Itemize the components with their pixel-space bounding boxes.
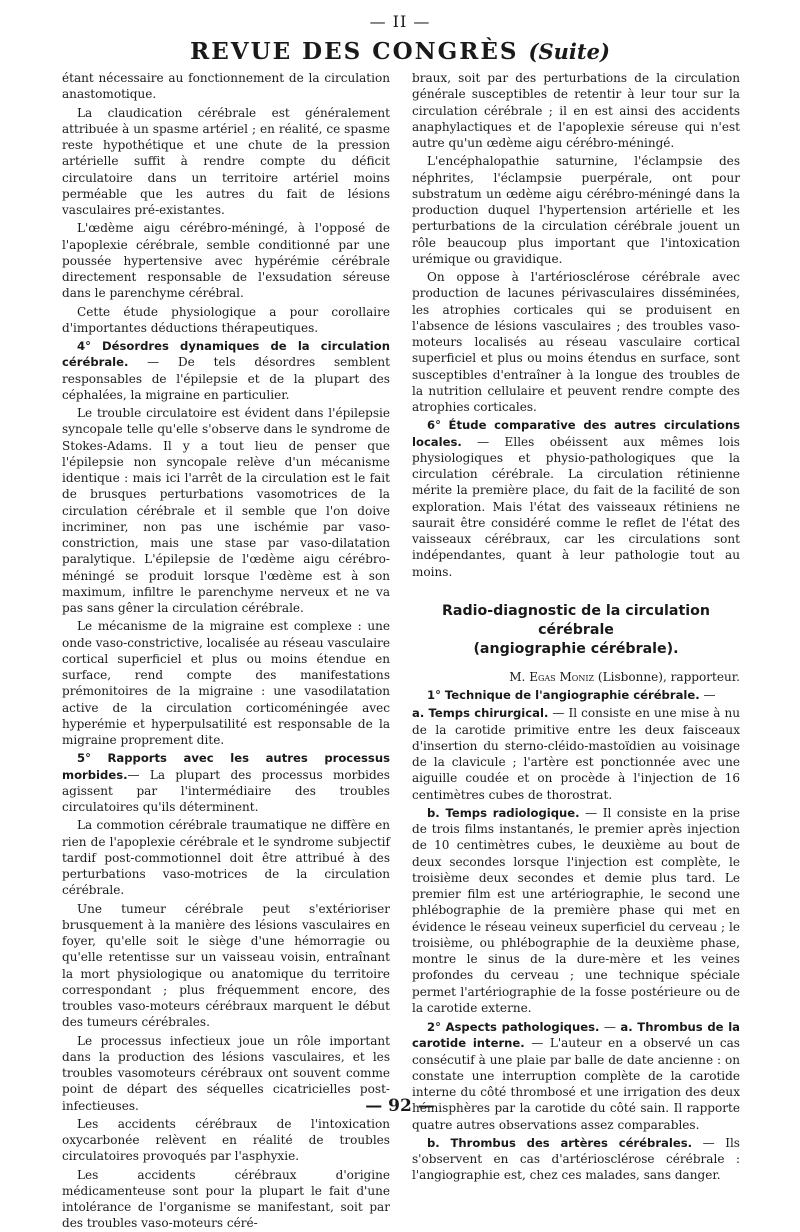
aspects-b: [412, 1135, 740, 1184]
paragraph: L'encéphalopathie saturnine, l'éclampsie des néphrites, l'éclampsie puerpérale, ont pour substratum un œdème aigu cérébro-méningé dans la production duquel l'hypertension artérielle et les perturbations de la circulation cérébrale jouent un rôle beaucoup plus important que l'intoxication urémique ou gravidique.: [412, 154, 740, 266]
subsection-b: [412, 805, 740, 1016]
paragraph: La commotion cérébrale traumatique ne diffère en rien de l'apoplexie cérébrale et le syndrome subjectif tardif post-commotionnel doit être attribué à des perturbations vaso-motrices de la circulation cérébrale.: [62, 818, 390, 898]
paragraph: braux, soit par des perturbations de la circulation générale susceptibles de retentir à leur tour sur la circulation cérébrale ; il en est ainsi des accidents anaphylactiques et de l'apoplexie séreuse qui n'est autre qu'un œdème aigu cérébro-méningé.: [412, 71, 740, 150]
paragraph: Le processus infectieux joue un rôle important dans la production des lésions vasculaires, et les troubles vasomoteurs cérébraux ont souvent comme point de départ des séquelles cicatricielles post-infectieuses.: [62, 1033, 390, 1113]
page-number-top: — II —: [369, 12, 431, 31]
subsection-b-heading: b. Temps radiologique.: [427, 805, 580, 820]
paragraph: La claudication cérébrale est généralement attribuée à un spasme artériel ; en réalité, ce spasme reste hypothétique et une chute de la pression artérielle suffit à rendre compte du déficit circulatoire dans un territoire artériel moins perméable que les autres du fait de lésions vasculaires pré-existantes.: [62, 105, 390, 217]
section-title: [412, 602, 740, 659]
aspects-b-text: — Ils s'observent en cas d'artériosclérose cérébrale : l'angiographie est, chez ces malades, sans danger.: [412, 1135, 740, 1183]
section-title-line-2: (angiographie cérébrale).: [473, 640, 679, 657]
rapporteur-prefix: M.: [509, 669, 530, 684]
section-4-text: — De tels désordres semblent responsables de l'épilepsie et de la plupart des céphalées, la migraine en particulier.: [62, 355, 390, 402]
paragraph: Le mécanisme de la migraine est complexe : une onde vaso-constrictive, localisée au réseau vasculaire cortical superficiel et plus ou moins étendue en surface, rend compte des manifestations prémonitoires de la migraine : une vasodilatation active de la circulation corticoméningée avec hyperémie et hyperpulsatilité est responsable de la migraine proprement dite.: [62, 619, 390, 747]
aspects-heading: 2° Aspects pathologiques.: [427, 1020, 600, 1034]
paragraph: Les accidents cérébraux de l'intoxication oxycarbonée relèvent en réalité de troubles circulatoires provoqués par l'asphyxie.: [62, 1116, 390, 1164]
aspects-a-text: — L'auteur en a observé un cas consécutif à une plaie par balle de date ancienne : on constate une interruption complète de la carotide interne du côté thrombosé et une irrigation des deux hémisphères par la carotide du côté sain. Il rapporte quatre autres observations assez comparables.: [412, 1036, 740, 1132]
paragraph: On oppose à l'artériosclérose cérébrale avec production de lacunes périvasculaires disséminées, les atrophies corticales qui se produisent en l'absence de lésions vasculaires ; des troubles vaso-moteurs localisés au réseau vasculaire cortical superficiel et plus ou moins étendus en surface, sont susceptibles d'entraîner à la longue des troubles de la nutrition cellulaire et peuvent rendre compte des atrophies corticales.: [412, 270, 740, 414]
section-4-heading: 4° Désordres dynamiques de la circulation cérébrale.: [62, 339, 390, 370]
aspects-b-heading: b. Thrombus des artères cérébrales.: [427, 1135, 692, 1150]
paragraph: Le trouble circulatoire est évident dans l'épilepsie syncopale telle qu'elle s'observe dans le syndrome de Stokes-Adams. Il y a tout lieu de penser que l'épilepsie non syncopale relève d'un mécanisme identique : mais ici l'arrêt de la circulation est le fait de brusques perturbations vasomotrices de la circulation cérébrale et il semble que l'on doive incriminer, non pas une ischémie par vaso-constriction, mais une stase par vaso-dilatation paralytique. L'épilepsie de l'œdème aigu cérébro-méningé se produit lorsque l'œdème est à son maximum, infiltre le parenchyme nerveux et ne va pas sans gêner la circulation cérébrale.: [62, 406, 390, 615]
journal-title-suite: (Suite): [528, 39, 610, 64]
technique-heading: [412, 687, 740, 703]
section-title-line-1: Radio-diagnostic de la circulation cérébrale: [442, 602, 710, 638]
section-6-text: — Elles obéissent aux mêmes lois physiologiques et physio-pathologiques que la circulation cérébrale. La circulation rétinienne mérite la première place, du fait de la facilité de son exploration. Mais l'état des vaisseaux rétiniens ne saurait être considéré comme le reflet de l'état des vaisseaux cérébraux, car les circulations sont indépendantes, quant à leur pathologie tout au moins.: [412, 434, 740, 579]
paragraph: Cette étude physiologique a pour corollaire d'importantes déductions thérapeutiques.: [62, 304, 390, 335]
rapporteur-line: [412, 669, 740, 685]
rapporteur-suffix: (Lisbonne), rapporteur.: [594, 669, 740, 684]
left-column: [62, 70, 390, 1231]
subsection-a-heading: a. Temps chirurgical.: [412, 706, 549, 721]
section-5-text: — La plupart des processus morbides agissent par l'intermédiaire des troubles circulatoires qu'ils déterminent.: [62, 767, 390, 814]
section-5: [62, 750, 390, 815]
paragraph: étant nécessaire au fonctionnement de la circulation anastomotique.: [62, 71, 390, 102]
page-number-bottom: — 92 —: [365, 1096, 435, 1116]
aspects-a-heading: a. Thrombus de la carotide interne.: [412, 1020, 740, 1051]
right-column: [412, 70, 741, 1183]
subsection-b-text: — Il consiste en la prise de trois films instantanés, le premier après injection de 10 centimètres cubes, le deuxième au bout de deux secondes lorsque l'injection est complète, le troisième deux secondes et demie plus tard. Le premier film est une artériographie, le second une phlébographie de la première phase qui met en évidence le réseau veineux superficiel du cerveau ; le troisième, ou phlébographie de la deuxième phase, montre le sinus de la dure-mère et les veines profondes du cerveau ; une technique spéciale permet l'artériographie de la fosse postérieure ou de la carotide externe.: [412, 805, 740, 1015]
section-4: [62, 338, 390, 403]
section-6-heading: 6° Étude comparative des autres circulations locales.: [412, 418, 740, 449]
paragraph: Une tumeur cérébrale peut s'extérioriser brusquement à la manière des lésions vasculaires en foyer, qu'elle soit le siège d'une hémorragie ou qu'elle retentisse sur un vaisseau voisin, entraînant la mort physiologique ou anatomique du territoire correspondant ; plus fréquemment encore, des troubles vaso-moteurs cérébraux marquent le début des tumeurs cérébrales.: [62, 901, 390, 1030]
section-5-heading: 5° Rapports avec les autres processus morbides.: [62, 751, 390, 782]
journal-title-text: REVUE DES CONGRÈS: [190, 38, 519, 65]
section-6: [412, 417, 740, 580]
subsection-a-text: — Il consiste en une mise à nu de la carotide primitive entre les deux faisceaux d'insertion du sterno-cléido-mastoïdien au voisinage de la clavicule ; l'artère est ponctionnée avec une aiguille coudée et on procède à l'injection de 16 centimètres cubes de thorostrat.: [412, 706, 741, 802]
paragraph: Les accidents cérébraux d'origine médicamenteuse sont pour la plupart le fait d'une intolérance de l'organisme se manifestant, soit par des troubles vaso-moteurs céré-: [62, 1167, 390, 1231]
journal-title: [0, 38, 800, 65]
technique-heading-text: 1° Technique de l'angiographie cérébrale.: [427, 688, 700, 702]
paragraph: L'œdème aigu cérébro-méningé, à l'opposé de l'apoplexie cérébrale, semble conditionné par une poussée hypertensive avec hypérémie cérébrale directement responsable de l'exsudation séreuse dans le parenchyme cérébral.: [62, 221, 390, 301]
aspects-dash: —: [599, 1020, 621, 1034]
technique-heading-dash: —: [699, 688, 716, 702]
rapporteur-name: Egas Moniz: [529, 669, 595, 684]
subsection-a: [412, 705, 740, 803]
